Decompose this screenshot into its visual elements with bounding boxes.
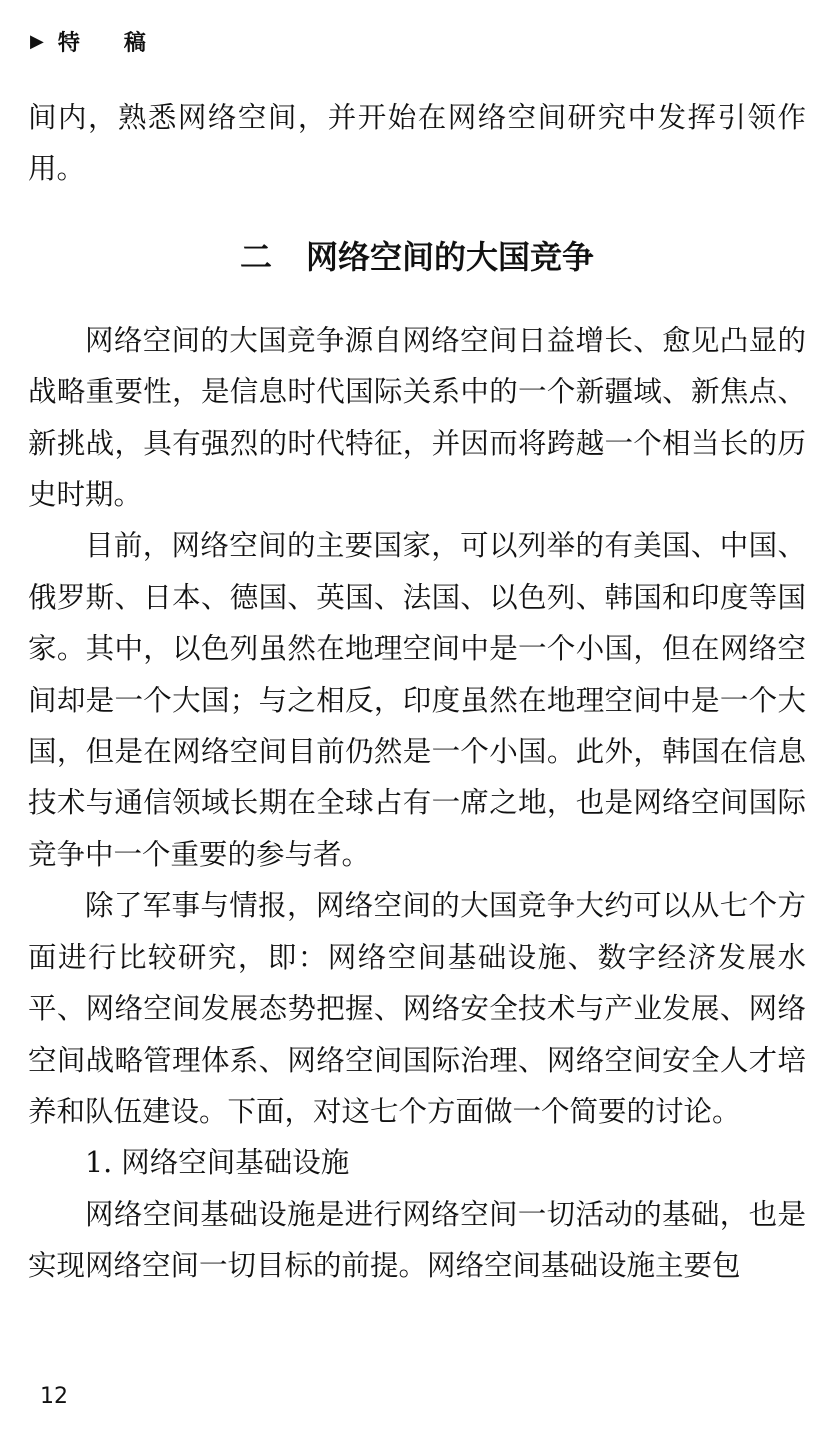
section-heading [28,195,806,315]
page-number: 12 [40,1384,68,1409]
paragraph: 网络空间基础设施是进行网络空间一切活动的基础，也是实现网络空间一切目标的前提。网络空间基础设施主要包 [28,1197,806,1283]
paragraph: 除了军事与情报，网络空间的大国竞争大约可以从七个方面进行比较研究，即：网络空间基础设施、数字经济发展水平、网络空间发展态势把握、网络安全技术与产业发展、网络空间战略管理体系、网络空间国际治理、网络空间安全人才培养和队伍建设。下面，对这七个方面做一个简要的讨论。 [28,889,806,1128]
paragraph: 网络空间的大国竞争源自网络空间日益增长、愈见凸显的战略重要性，是信息时代国际关系中的一个新疆域、新焦点、新挑战，具有强烈的时代特征，并因而将跨越一个相当长的历史时期。 [28,323,806,512]
section-label: 特稿 [57,30,190,56]
section-title: 网络空间的大国竞争 [306,237,595,276]
triangle-marker-icon: ▶ [30,30,44,52]
subsection-heading: 1. 网络空间基础设施 [85,1146,350,1180]
section-number: 二 [239,237,272,276]
paragraph-continued: 间内，熟悉网络空间，并开始在网络空间研究中发挥引领作用。 [28,101,806,186]
page-body [28,92,806,1292]
paragraph: 目前，网络空间的主要国家，可以列举的有美国、中国、俄罗斯、日本、德国、英国、法国、以色列、韩国和印度等国家。其中，以色列虽然在地理空间中是一个小国，但在网络空间却是一个大国；与之相反，印度虽然在地理空间中是一个大国，但是在网络空间目前仍然是一个小国。此外，韩国在信息技术与通信领域长期在全球占有一席之地，也是网络空间国际竞争中一个重要的参与者。 [28,529,806,871]
running-header [30,26,190,56]
